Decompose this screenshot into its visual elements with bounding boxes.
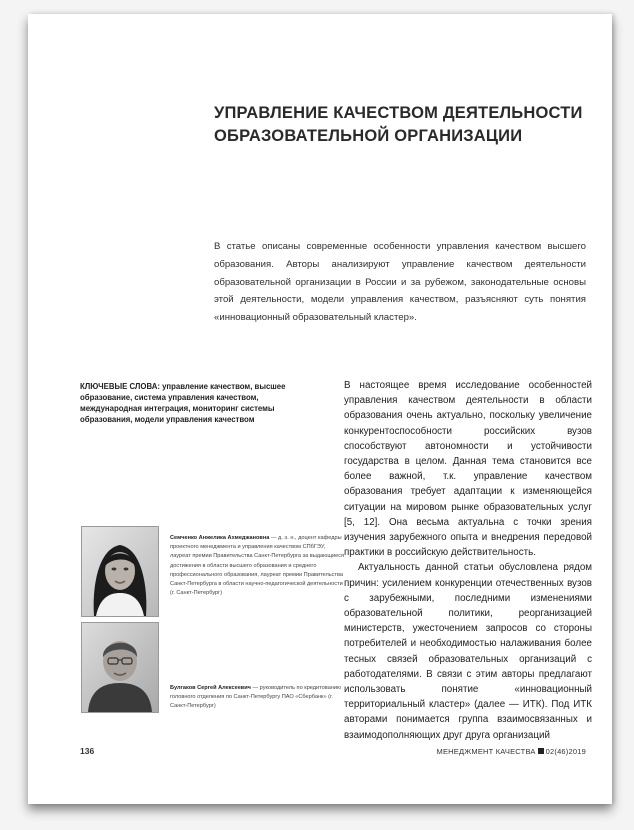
author-name: Семченко Анжелика Ахмеджановна <box>170 535 270 541</box>
body-paragraph-2: Актуальность данной статьи обусловлена рядом причин: усилением конкуренции отечественных вузов с зарубежными, последними изменениями образовательной политики, реорганизацией министерств, ужесточением запросов со стороны потребителей и необходимостью налаживания более тесных связей образовательных организаций с работодателями. В связи с этим авторы предлагают использовать понятие «инновационный территориальный кластер» (далее — ИТК). Под ИТК авторами понимается группа взаимосвязанных и взаимодополняющих друг друга организаций <box>344 562 592 741</box>
author-photo-semchenko <box>81 526 159 617</box>
keywords <box>80 381 320 425</box>
keywords-list: управление качеством, высшее образование, система управления качеством, международная интеграция, мониторинг системы образования, модели управления качеством <box>80 382 286 424</box>
author-photo-bulgakov <box>81 622 159 713</box>
author-bio-bulgakov <box>170 684 346 712</box>
article-abstract: В статье описаны современные особенности управления качеством высшего образования. Авторы анализируют управление качеством деятельности образовательной организации в России и за рубежом, законодательные основы этой деятельности, модели управления качеством, разъясняют суть понятия «инновационный образовательный кластер». <box>214 241 586 324</box>
article-title: УПРАВЛЕНИЕ КАЧЕСТВОМ ДЕЯТЕЛЬНОСТИ ОБРАЗОВАТЕЛЬНОЙ ОРГАНИЗАЦИИ <box>214 104 583 145</box>
keywords-label: КЛЮЧЕВЫЕ СЛОВА: <box>80 382 160 391</box>
journal-name: МЕНЕДЖМЕНТ КАЧЕСТВА <box>436 747 536 756</box>
journal-issue: 02(46)2019 <box>545 747 586 756</box>
square-separator-icon <box>538 748 544 754</box>
author-bio-semchenko <box>170 534 346 598</box>
author-description: — руководитель по кредитованию головного отделения по Санкт-Петербургу ПАО «Сбербанк» (г. Санкт-Петербург) <box>170 685 342 710</box>
journal-page <box>28 14 612 804</box>
author-description: — д. э. н., доцент кафедры проектного менеджмента и управления качеством СПбГЭУ, лауреат премии Правительства Санкт-Петербурга за выдающиеся достижения в области высшего образования и среднего профессионального образования, лауреат премии Правительства Санкт-Петербурга в области научно-педагогической деятельности (г. Санкт-Петербург) <box>170 535 345 597</box>
article-body <box>344 378 592 741</box>
body-paragraph-1: В настоящее время исследование особенностей управления качеством деятельности в области образования очень актуально, поскольку увеличение конкурентоспособности российских вузов способствуют автономности и устойчивости государства в целом. Данная тема становится все более важной, т.к. управление качеством образования требует адаптации к изменяющейся ситуации на мировом рынке образовательных услуг [5, 12]. Она весьма актуальна с точки зрения изучения зарубежного опыта и внедрения передовой практики в российскую действительность. <box>344 380 592 559</box>
journal-footer <box>437 747 586 756</box>
author-name: Булгаков Сергей Алексеевич <box>170 685 251 691</box>
page-number: 136 <box>80 746 95 756</box>
